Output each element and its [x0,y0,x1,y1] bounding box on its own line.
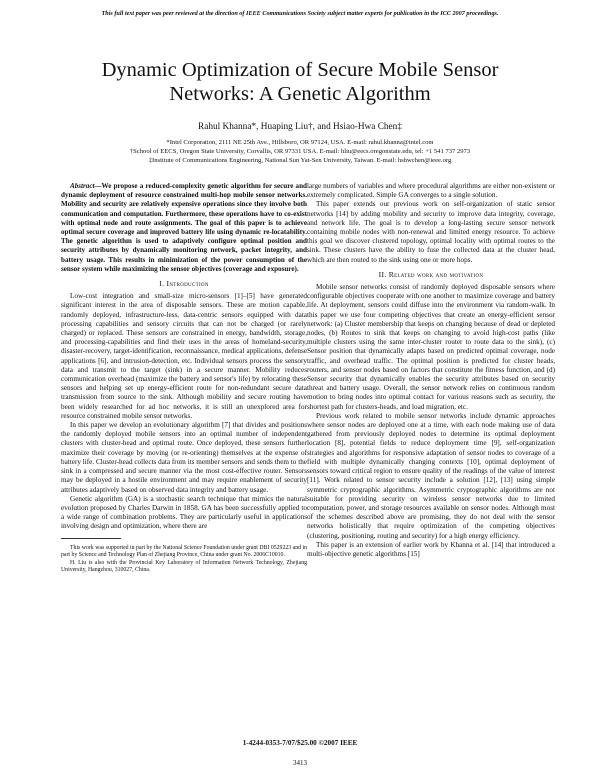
footnote-funding [61,545,307,559]
paper-title [40,58,560,106]
abstract-label: Abstract [70,182,95,190]
abstract [61,182,307,274]
affiliation-nsysu: ‡Institute of Communications Engineering, National Sun Yat-Sen University, Taiwan. E-mail: hshwchen@ieee.org [148,157,452,164]
intro-paragraph-1: Low-cost integration and small-size micro-sensors [1]–[5] have generated significant interest in the area of disposable sensors. These are motion capable, randomly deployed, infrastructure-less, data-centric sensors equipped with data processing capabilities and sensory circuits that can not be charged (or rarely charged) or replaced. These sensors are constrained in energy, bandwidth, storage, and processing-capabilities and find their uses in the areas of homeland-security, disaster-recovery, target-identification, reconnaissance, medical applications, defense applications [6], and intrusion-detection, etc. Individual sensors process the sensory data and transmit to the target (sink) in a secure manner. Mobility reduces communication overhead (maximize the battery and sensor's life) by relocating these sensors and helping set up energy-efficient route for non-redundant secure data transmission from source to the sink. Although mobility and secure routing have been widely researched for ad hoc networks, it is still an unexplored area for resource constrained mobile sensor networks. [61,292,307,420]
right-column [307,182,555,559]
footnote-1: This work was supported in part by the National Science Foundation under grant DBI 0529223 and in part by Science and Technology Plan of Zhejiang Province, China under grant No. 2006C10010. [61,544,307,558]
author-list: Rahul Khanna*, Huaping Liu†, and Hsiao-Hwa Chen‡ [198,122,402,132]
abstract-text: —We propose a reduced-complexity genetic algorithm for secure and dynamic deployment of resource constrained multi-hop mobile sensor networks. Mobility and security are relatively expensive operations since they involve both communication and computation. Furthermore, these operations have to co-exist with optimal node and route assignments. The goal of this paper is to achieve optimal secure coverage and improved battery life using dynamic re-locatability. The genetic algorithm is used to adaptively configure optimal position and security attributes by dynamically monitoring network, packet integrity, and battery usage. This results in minimization of the power consumption of the sensor system while maximizing the sensor objectives (coverage and exposure). [61,182,307,273]
related-paragraph-1: Mobile sensor networks consist of randomly deployed disposable sensors where configurable objectives cooperate with one another to maximize coverage and battery life. At deployment, sensors could diffuse into the environment via random-walk. In this paper we use four competing objectives that create an energy-efficient sensor network: (a) Cluster membership that keeps on changing because of dead or depleted nodes, (b) Routes to sink that keeps on changing to avoid high-cost paths (like multiple clusters using the same inter-cluster router to route data to the sink), (c) Sensor position that dynamically adapts based on predicted optimal coverage, node traffic, and overhead traffic. The optimal position is predicted for cluster heads, routers, and sensor nodes based on factors that constitute the fitness function, and (d) Sensor security that dynamically enables the security attributes based on security threat and battery usage. Overall, the sensor network relies on continuous random motion to bring nodes into optimal contact for various reasons such as security, the shortest path for clusters-heads, and load migration, etc. [307,283,555,411]
section-2-heading: II. Related work and motivation [378,269,484,279]
intro-paragraph-5: This paper extends our previous work on self-organization of static sensor networks [14] by adding mobility and security to improve data integrity, coverage, and network life. The goal is to develop a long-lasting secure sensor network containing mobile nodes with non-renewal and limited energy resource. To achieve this goal we discover clustered topology, optimal locality with optimal routes to the sink. These clusters have the ability to fuse the collected data at the cluster head, which are then routed to the sink using one or more hops. [307,200,555,264]
related-paragraph-3: This paper is an extension of earlier work by Khanna et al. [14] that introduced a multi-objective genetic algorithms [15] [307,540,555,558]
page-number: 3413 [293,759,307,767]
left-column [61,182,307,574]
footnote-affiliation [61,560,307,574]
isbn-line: 1-4244-0353-7/07/$25.00 ©2007 IEEE [242,739,358,747]
title-line-1: Dynamic Optimization of Secure Mobile Sensor [101,59,499,81]
title-line-2: Networks: A Genetic Algorithm [169,83,431,105]
footnote-rule [61,538,121,539]
affiliation-oregon: †School of EECS, Oregon State University, Corvallis, OR 97331 USA. E-mail: hliu@eecs.oregonstate.edu, tel: +1 541 737 2973 [129,148,471,155]
header-note: This full text paper was peer reviewed at the direction of IEEE Communications Society subject matter experts for publication in the ICC 2007 proceedings. [101,10,499,17]
footnote-2: H. Liu is also with the Provincial Key Laboratory of Information Network Technology, Zhejiang University, Hangzhou, 310027, China. [61,559,307,574]
related-paragraph-2: Previous work related to mobile sensor networks include dynamic approaches where sensor nodes are deployed one at a time, with each node making use of data gathered from previously deployed nodes to determine its optimal deployment location [8], potential fields to reduce deployment time [9], self-organization strategies and algorithms for responsive adaptation of sensor nodes to coverage of a field with multiple dynamically changing contexts [10], optimal deployment of sensors toward critical region to ensure quality of the readings of the value of interest [11]. Work related to sensor security include a solution [12], [13] using simple symmetric cryptographic algorithms. Asymmetric cryptographic algorithms are not suitable for providing security on wireless sensor networks due to limited computation, power, and storage resources available on sensor nodes. Although most of the schemes described above are promising, they do not deal with the sensor networks holistically that require optimization of the competing objectives (clustering, positioning, routing and security) for a high energy efficiency. [307,411,555,540]
intro-paragraph-3: Genetic algorithm (GA) is a stochastic search technique that mimics the natural evolution proposed by Charles Darwin in 1858. GA has been successfully applied to a wide range of combination problems. They are particularly useful in applications involving design and optimization, where there are [61,494,307,531]
affiliation-intel: *Intel Corporation, 2111 NE 25th Ave., Hillsboro, OR 97124, USA. E-mail: rahul.khanna@intel.com [166,139,434,146]
intro-paragraph-4: large numbers of variables and where procedural algorithms are either non-existent or extremely complicated. Simple GA converges to a single solution. [307,182,555,200]
intro-paragraph-2: In this paper we develop an evolutionary algorithm [7] that divides and positions the randomly deployed mobile sensors into an optimal number of independent clusters with cluster-head and optimal route. Once deployed, these sensors further maximize their coverage by moving (or re-orienting) themselves at the expense of battery life. Cluster-head collects data from its member sensors and sends them to the sink in a compressed and secure manner via the most cost-effective router. Sensors may be deployed in a hostile environment and may require enablement of security attributes adaptively based on observed data integrity and battery usage. [61,421,307,494]
section-1-heading: I. Introduction [159,279,209,289]
